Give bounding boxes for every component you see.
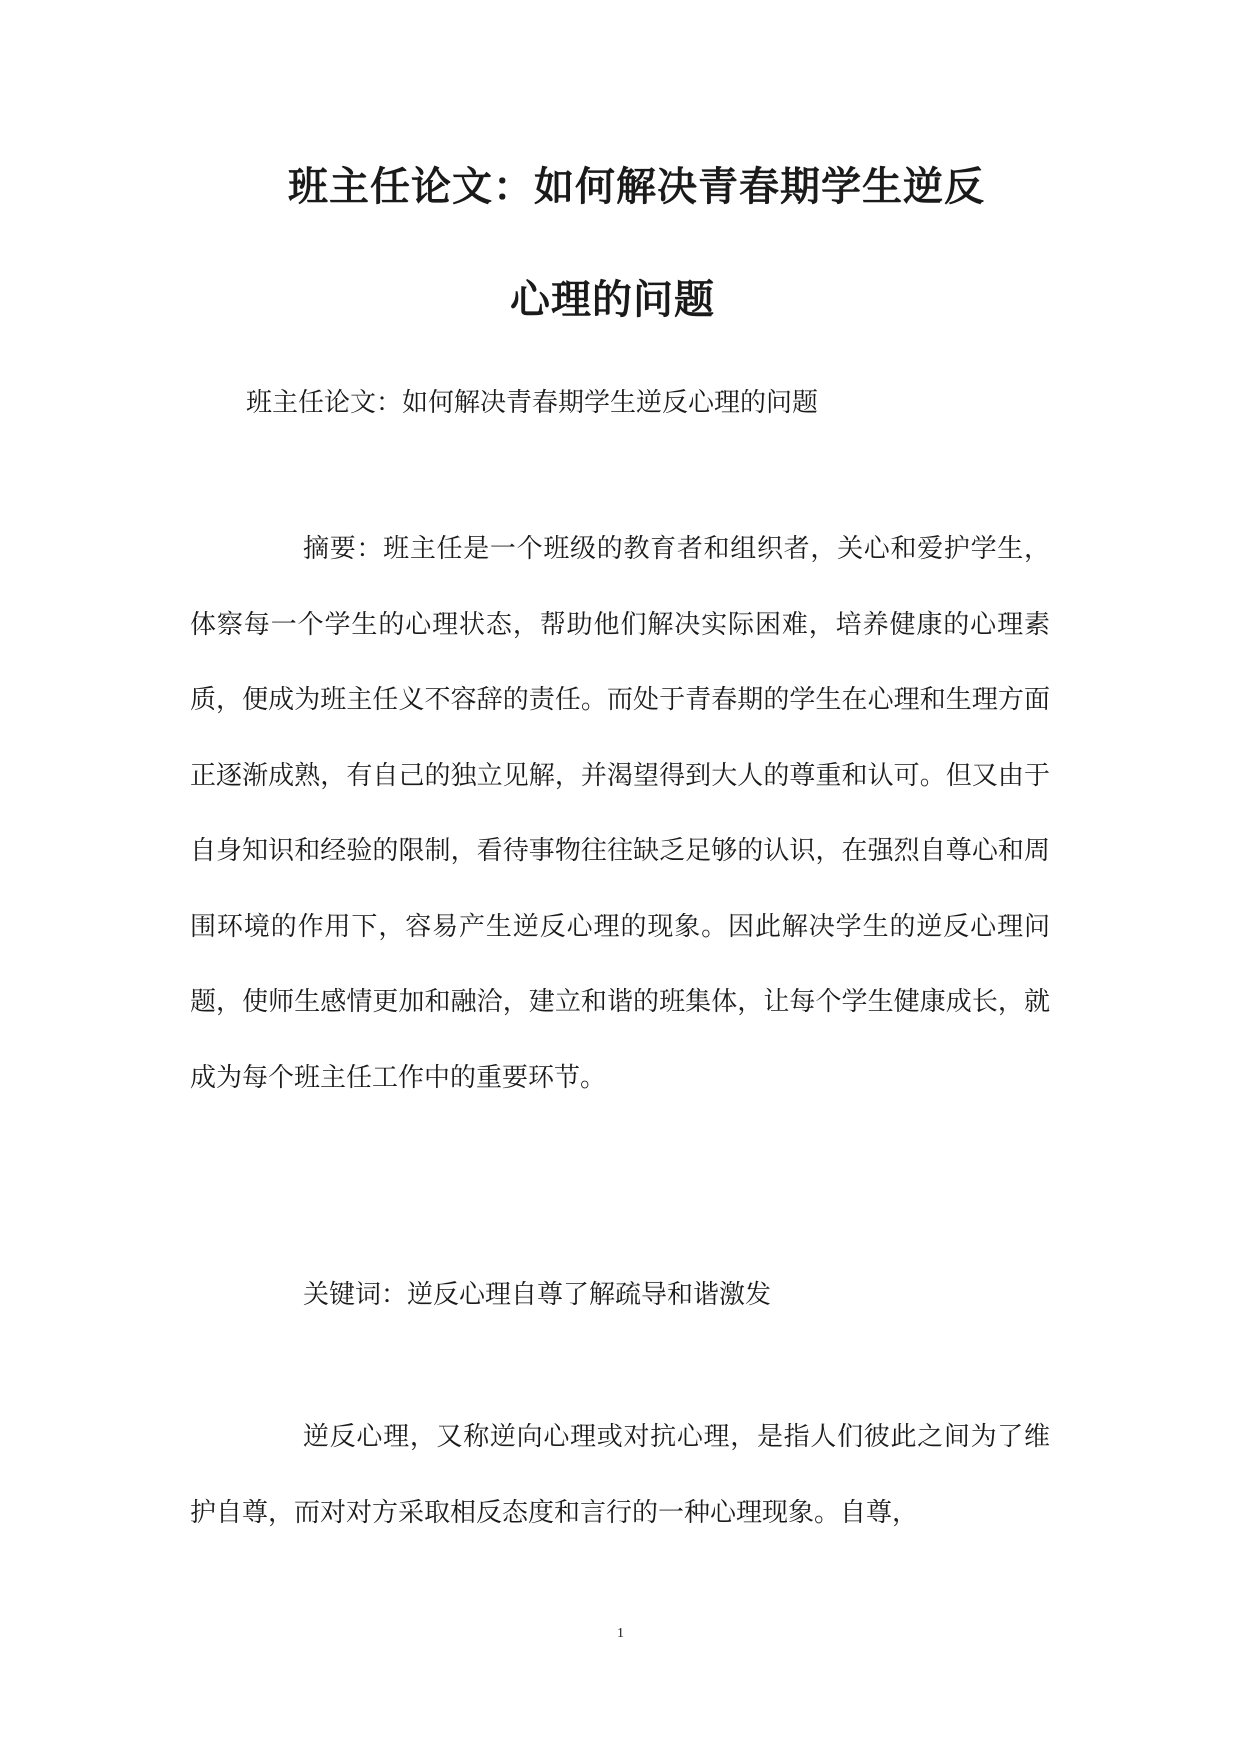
body-paragraph: 逆反心理，又称逆向心理或对抗心理，是指人们彼此之间为了维护自尊，而对对方采取相反态度和言行的一种心理现象。自尊， xyxy=(190,1422,1050,1528)
document-title-line-1: 班主任论文：如何解决青春期学生逆反 xyxy=(288,164,985,210)
document-subtitle: 班主任论文：如何解决青春期学生逆反心理的问题 xyxy=(246,388,819,418)
document-title-line-2: 心理的问题 xyxy=(510,277,715,323)
page-number: 1 xyxy=(617,1626,624,1641)
abstract-paragraph: 摘要：班主任是一个班级的教育者和组织者，关心和爱护学生，体察每一个学生的心理状态，帮助他们解决实际困难，培养健康的心理素质，便成为班主任义不容辞的责任。而处于青春期的学生在心理和生理方面正逐渐成熟，有自己的独立见解，并渴望得到大人的尊重和认可。但又由于自身知识和经验的限制，看待事物往往缺乏足够的认识，在强烈自尊心和周围环境的作用下，容易产生逆反心理的现象。因此解决学生的逆反心理问题，使师生感情更加和融洽，建立和谐的班集体，让每个学生健康成长，就成为每个班主任工作中的重要环节。 xyxy=(190,534,1050,1093)
keywords-paragraph: 关键词：逆反心理自尊了解疏导和谐激发 xyxy=(303,1280,772,1310)
